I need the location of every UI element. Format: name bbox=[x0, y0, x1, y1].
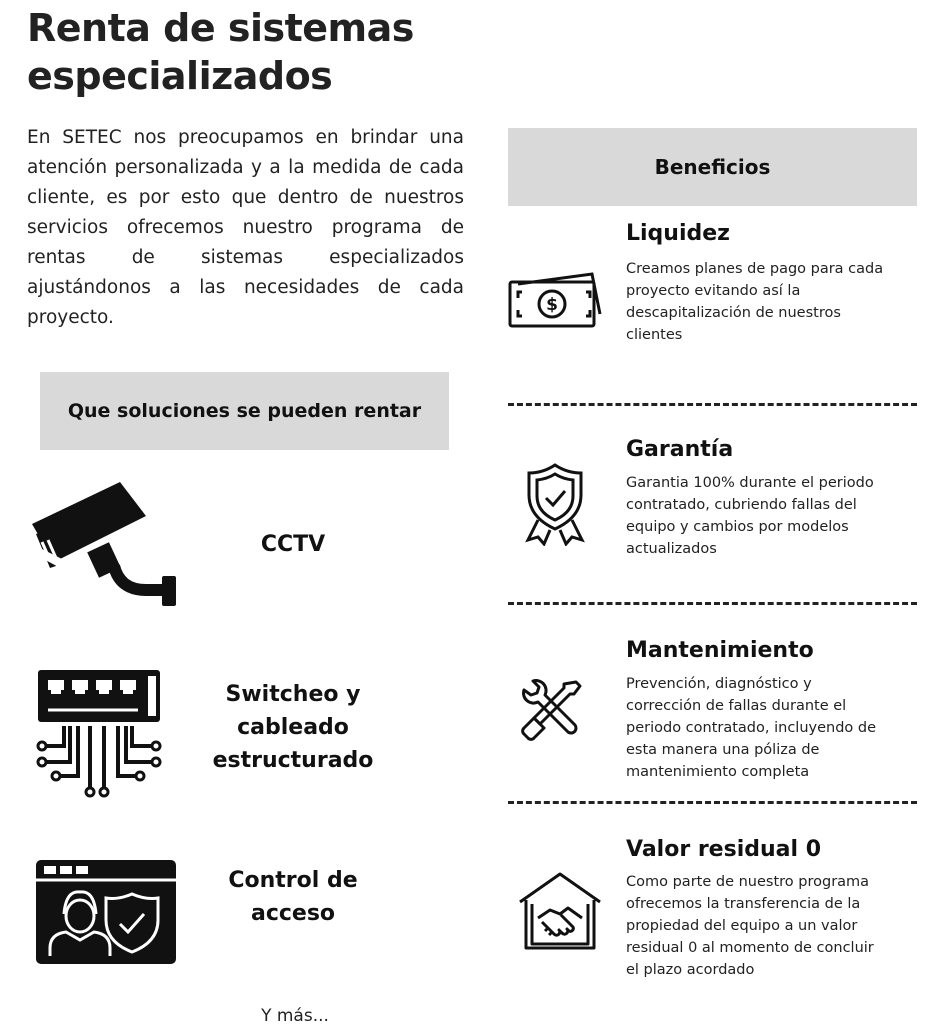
solutions-heading bbox=[40, 372, 449, 450]
divider bbox=[508, 801, 917, 804]
divider bbox=[508, 403, 917, 406]
shield-badge-icon bbox=[524, 462, 586, 546]
benefits-heading bbox=[508, 128, 917, 206]
benefit-title-garantia: Garantía bbox=[626, 437, 734, 462]
svg-text:$: $ bbox=[546, 295, 558, 315]
benefit-text-garantia: Garantia 100% durante el periodo contratado, cubriendo fallas del equipo y cambios por modelos actualizados bbox=[626, 475, 874, 557]
wrench-screwdriver-icon bbox=[518, 678, 584, 744]
network-switch-icon bbox=[34, 668, 164, 798]
benefit-text-liquidez: Creamos planes de pago para cada proyecto evitando así la descapitalización de nuestros clientes bbox=[626, 261, 884, 343]
cctv-camera-icon bbox=[28, 482, 180, 608]
solution-label-cctv: CCTV bbox=[260, 532, 326, 557]
more-text: Y más... bbox=[261, 1006, 329, 1026]
solution-label-switch: Switcheo y cableado estructurado bbox=[212, 682, 374, 773]
solutions-heading-label: Que soluciones se pueden rentar bbox=[67, 400, 422, 422]
divider bbox=[508, 602, 917, 605]
money-bill-icon bbox=[508, 268, 604, 330]
house-handshake-icon bbox=[518, 872, 602, 950]
intro-paragraph: En SETEC nos preocupamos en brindar una atención personalizada y a la medida de cada cliente, es por esto que dentro de nuestros servicios ofrecemos nuestro programa de rentas de sistemas especializados ajustándonos a las necesidades de cada proyecto. bbox=[27, 127, 464, 328]
benefit-text-valor-residual: Como parte de nuestro programa ofrecemos la transferencia de la propiedad del equipo a un valor residual 0 al momento de concluir el plazo acordado bbox=[626, 874, 874, 978]
access-control-icon bbox=[36, 860, 176, 964]
benefit-title-liquidez: Liquidez bbox=[626, 221, 730, 246]
solution-label-access: Control de acceso bbox=[228, 868, 358, 926]
benefit-title-mantenimiento: Mantenimiento bbox=[626, 638, 814, 663]
benefits-heading-label: Beneficios bbox=[654, 155, 771, 179]
benefit-text-mantenimiento: Prevención, diagnóstico y corrección de fallas durante el periodo contratado, incluyendo de esta manera una póliza de mantenimiento completa bbox=[626, 676, 877, 780]
page-title: Renta de sistemas especializados bbox=[27, 6, 414, 98]
benefit-title-valor-residual: Valor residual 0 bbox=[626, 837, 822, 862]
